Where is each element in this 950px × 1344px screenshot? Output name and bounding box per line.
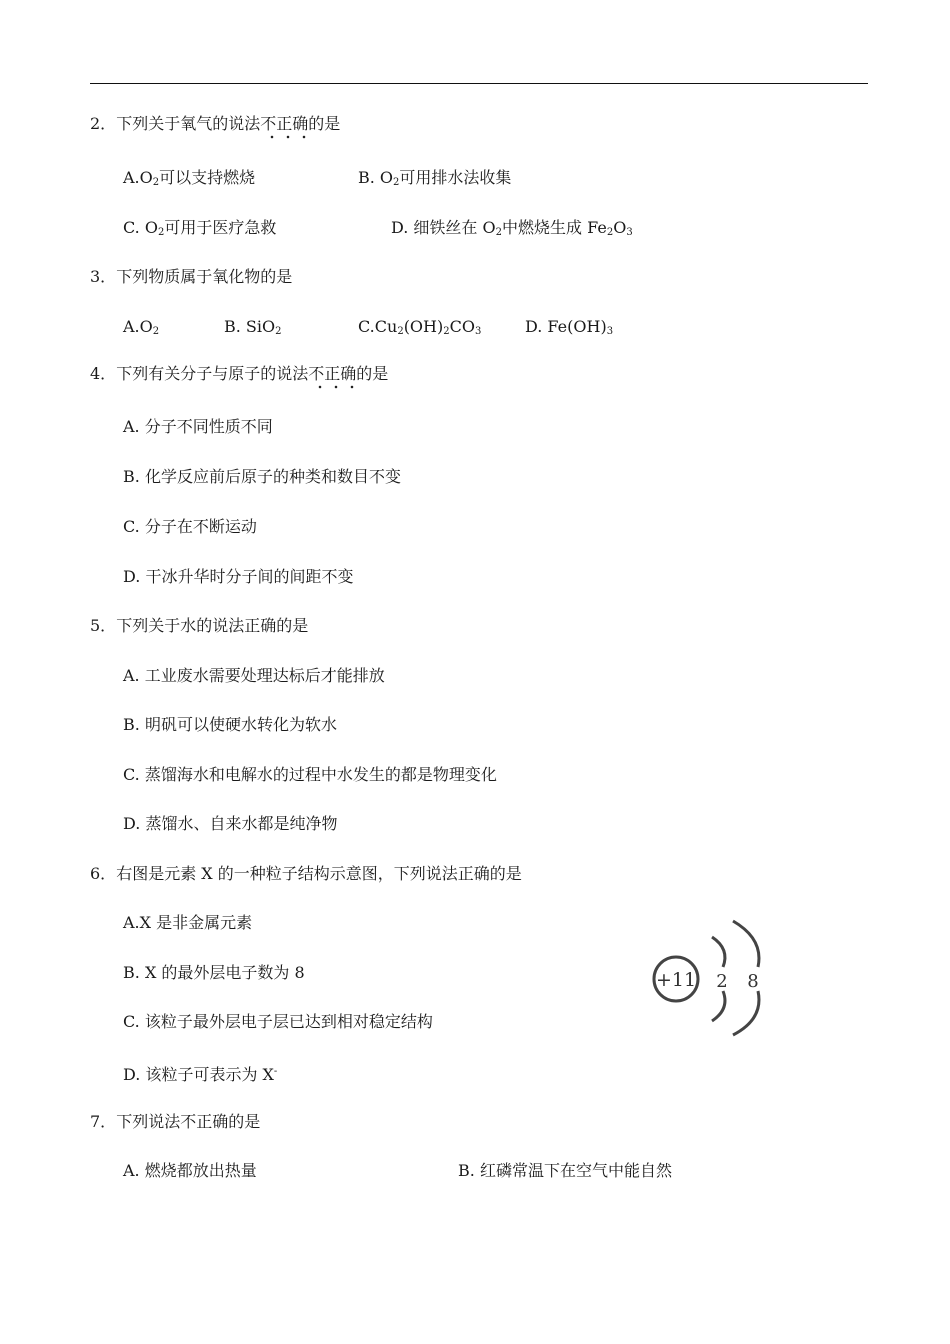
question-number: 2．: [90, 114, 117, 133]
atom-structure-diagram: [640, 915, 785, 1040]
option-6b: B. X 的最外层电子数为 8: [123, 963, 305, 982]
question-text: 下列物质属于氧化物的是: [116, 267, 293, 286]
shell-1-electrons: 2: [716, 971, 728, 992]
header-rule: [90, 83, 868, 84]
nucleus-charge: +11: [655, 969, 697, 991]
option-4a: A. 分子不同性质不同: [123, 417, 273, 436]
question-text: 下列说法不正确的是: [116, 1112, 261, 1131]
option-5c: C. 蒸馏海水和电解水的过程中水发生的都是物理变化: [123, 765, 497, 784]
option-2c: C. $O_2$可用于医疗急救: [123, 218, 277, 238]
option-3c: $C.Cu_2(OH)_2CO_3$: [358, 317, 482, 337]
emphasis-text: 不正确: [308, 364, 357, 383]
shell-1-arc-bottom: [712, 991, 725, 1021]
option-3d: D. $Fe(OH)_3$: [525, 317, 614, 337]
option-5b: B. 明矾可以使硬水转化为软水: [123, 715, 337, 734]
option-6d: D. 该粒子可表示为 X-: [123, 1065, 278, 1084]
question-text: 的是: [308, 114, 341, 133]
question-5: [90, 615, 308, 637]
question-2: [90, 113, 340, 135]
option-6c: C. 该粒子最外层电子层已达到相对稳定结构: [123, 1012, 433, 1031]
option-4b: B. 化学反应前后原子的种类和数目不变: [123, 467, 401, 486]
shell-1-arc-top: [712, 937, 725, 967]
question-number: 4．: [90, 364, 117, 383]
option-3a: $A.O_2$: [123, 317, 160, 337]
question-number: 3．: [90, 267, 117, 286]
question-7: [90, 1111, 260, 1133]
question-text: 右图是元素 X 的一种粒子结构示意图，下列说法正确的是: [116, 864, 522, 883]
option-4d: D. 干冰升华时分子间的间距不变: [123, 567, 354, 586]
shell-2-electrons: 8: [747, 971, 759, 992]
option-2d: D. 细铁丝在 $O_2$中燃烧生成 $Fe_2O_3$: [391, 218, 633, 238]
option-5d: D. 蒸馏水、自来水都是纯净物: [123, 814, 338, 833]
question-6: [90, 863, 522, 885]
shell-2-arc-top: [733, 921, 759, 967]
option-4c: C. 分子在不断运动: [123, 517, 257, 536]
question-number: 6．: [90, 864, 117, 883]
question-4: [90, 363, 388, 385]
question-number: 5．: [90, 616, 117, 635]
option-3b: B. SiO$_2$: [224, 317, 282, 337]
option-5a: A. 工业废水需要处理达标后才能排放: [123, 666, 385, 685]
shell-2-arc-bottom: [733, 991, 759, 1035]
question-text: 下列关于氧气的说法: [116, 114, 261, 133]
emphasis-text: 不正确: [260, 114, 309, 133]
question-text: 的是: [356, 364, 389, 383]
option-2a: $A.O_2$可以支持燃烧: [123, 168, 256, 188]
question-text: 下列关于水的说法正确的是: [116, 616, 309, 635]
option-7b: B. 红磷常温下在空气中能自然: [458, 1161, 672, 1180]
option-7a: A. 燃烧都放出热量: [123, 1161, 257, 1180]
option-6a: A.X 是非金属元素: [123, 913, 253, 932]
question-number: 7．: [90, 1112, 117, 1131]
question-text: 下列有关分子与原子的说法: [116, 364, 309, 383]
option-2b: B. $O_2$可用排水法收集: [358, 168, 512, 188]
question-3: [90, 266, 292, 288]
